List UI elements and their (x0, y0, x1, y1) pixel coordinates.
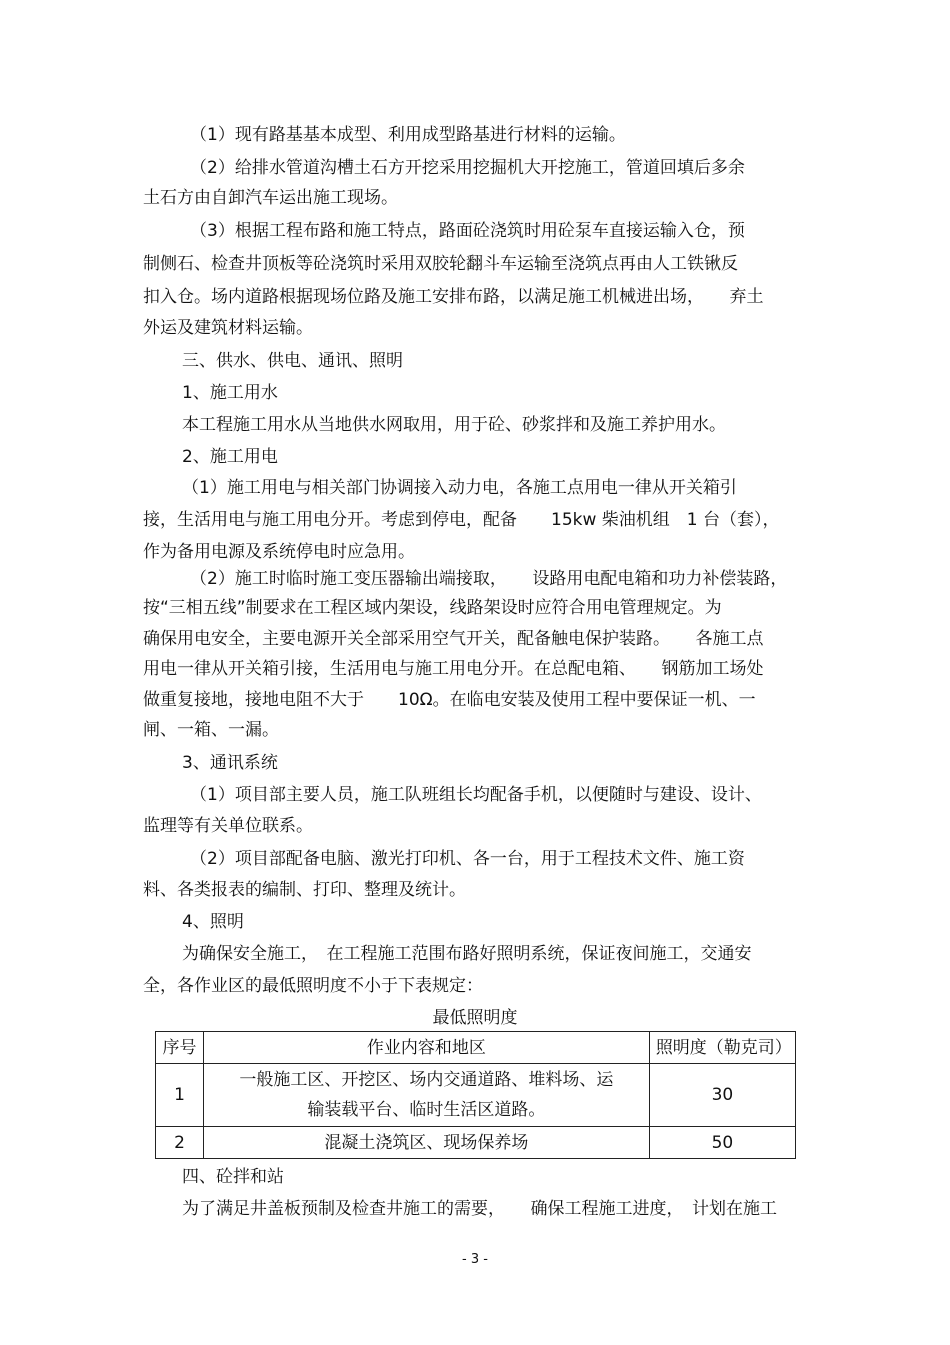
text-line: 闸、一箱、一漏。 (143, 720, 279, 740)
text-line: 本工程施工用水从当地供水网取用，用于砼、砂浆拌和及施工养护用水。 (182, 415, 726, 435)
text-line: 土石方由自卸汽车运出施工现场。 (143, 188, 398, 208)
header-illuminance: 照明度（勒克司） (649, 1032, 795, 1064)
header-serial-number: 序号 (156, 1032, 204, 1064)
text-line: 料、各类报表的编制、打印、整理及统计。 (143, 880, 466, 900)
cell-work-area-line: 一般施工区、开挖区、场内交通道路、堆料场、运 (239, 1070, 614, 1090)
subsection-heading: 3、通讯系统 (182, 753, 278, 773)
subsection-heading: 1、施工用水 (182, 383, 278, 403)
text-line: 全，各作业区的最低照明度不小于下表规定： (143, 976, 483, 996)
text-line: （2）给排水管道沟槽土石方开挖采用挖掘机大开挖施工，管道回填后多余 (190, 158, 745, 178)
section-heading: 三、供水、供电、通讯、照明 (182, 351, 403, 371)
illumination-table (155, 1031, 796, 1159)
cell-serial-number: 1 (156, 1064, 204, 1127)
text-line: （1）现有路基基本成型、利用成型路基进行材料的运输。 (190, 125, 626, 145)
cell-work-area-line: 输装载平台、临时生活区道路。 (307, 1100, 546, 1120)
text-line: 外运及建筑材料运输。 (143, 318, 313, 338)
text-line: 确保用电安全，主要电源开关全部采用空气开关，配备触电保护装路。 各施工点 (143, 629, 764, 649)
table-row (156, 1064, 796, 1127)
section-heading: 四、砼拌和站 (182, 1167, 284, 1187)
text-line: 扣入仓。场内道路根据现场位路及施工安排布路，以满足施工机械进出场， 弃土 (143, 287, 764, 307)
page-number: - 3 - (462, 1252, 488, 1267)
cell-serial-number: 2 (156, 1127, 204, 1159)
text-line: 接，生活用电与施工用电分开。考虑到停电，配备 15kw 柴油机组 1 台（套）， (143, 510, 780, 530)
subsection-heading: 4、照明 (182, 912, 244, 932)
text-line: 监理等有关单位联系。 (143, 816, 313, 836)
text-line: 做重复接地，接地电阻不大于 10Ω。在临电安装及使用工程中要保证一机、一 (143, 690, 756, 710)
cell-work-area (204, 1064, 650, 1127)
text-line: 用电一律从开关箱引接，生活用电与施工用电分开。在总配电箱、 钢筋加工场处 (143, 659, 764, 679)
text-line: （2）项目部配备电脑、激光打印机、各一台，用于工程技术文件、施工资 (190, 849, 745, 869)
text-line: 制侧石、检查井顶板等砼浇筑时采用双胶轮翻斗车运输至浇筑点再由人工铁锹反 (143, 254, 738, 274)
subsection-heading: 2、施工用电 (182, 447, 278, 467)
cell-work-area: 混凝土浇筑区、现场保养场 (204, 1127, 650, 1159)
cell-illuminance: 50 (649, 1127, 795, 1159)
table-row (156, 1127, 796, 1159)
text-line: （2）施工时临时施工变压器输出端接取， 设路用电配电箱和功力补偿装路， (190, 569, 788, 589)
table-header-row (156, 1032, 796, 1064)
text-line: （3）根据工程布路和施工特点，路面砼浇筑时用砼泵车直接运输入仓，预 (190, 221, 745, 241)
cell-illuminance: 30 (649, 1064, 795, 1127)
text-line: 为了满足井盖板预制及检查井施工的需要， 确保工程施工进度， 计划在施工 (182, 1199, 777, 1219)
text-line: （1）施工用电与相关部门协调接入动力电，各施工点用电一律从开关箱引 (182, 478, 737, 498)
text-line: 按“三相五线”制要求在工程区域内架设，线路架设时应符合用电管理规定。为 (143, 598, 722, 618)
text-line: （1）项目部主要人员，施工队班组长均配备手机，以便随时与建设、设计、 (190, 785, 762, 805)
table-caption: 最低照明度 (432, 1008, 518, 1028)
text-line: 作为备用电源及系统停电时应急用。 (143, 542, 415, 562)
header-work-area: 作业内容和地区 (204, 1032, 650, 1064)
text-line: 为确保安全施工， 在工程施工范围布路好照明系统，保证夜间施工，交通安 (182, 944, 752, 964)
